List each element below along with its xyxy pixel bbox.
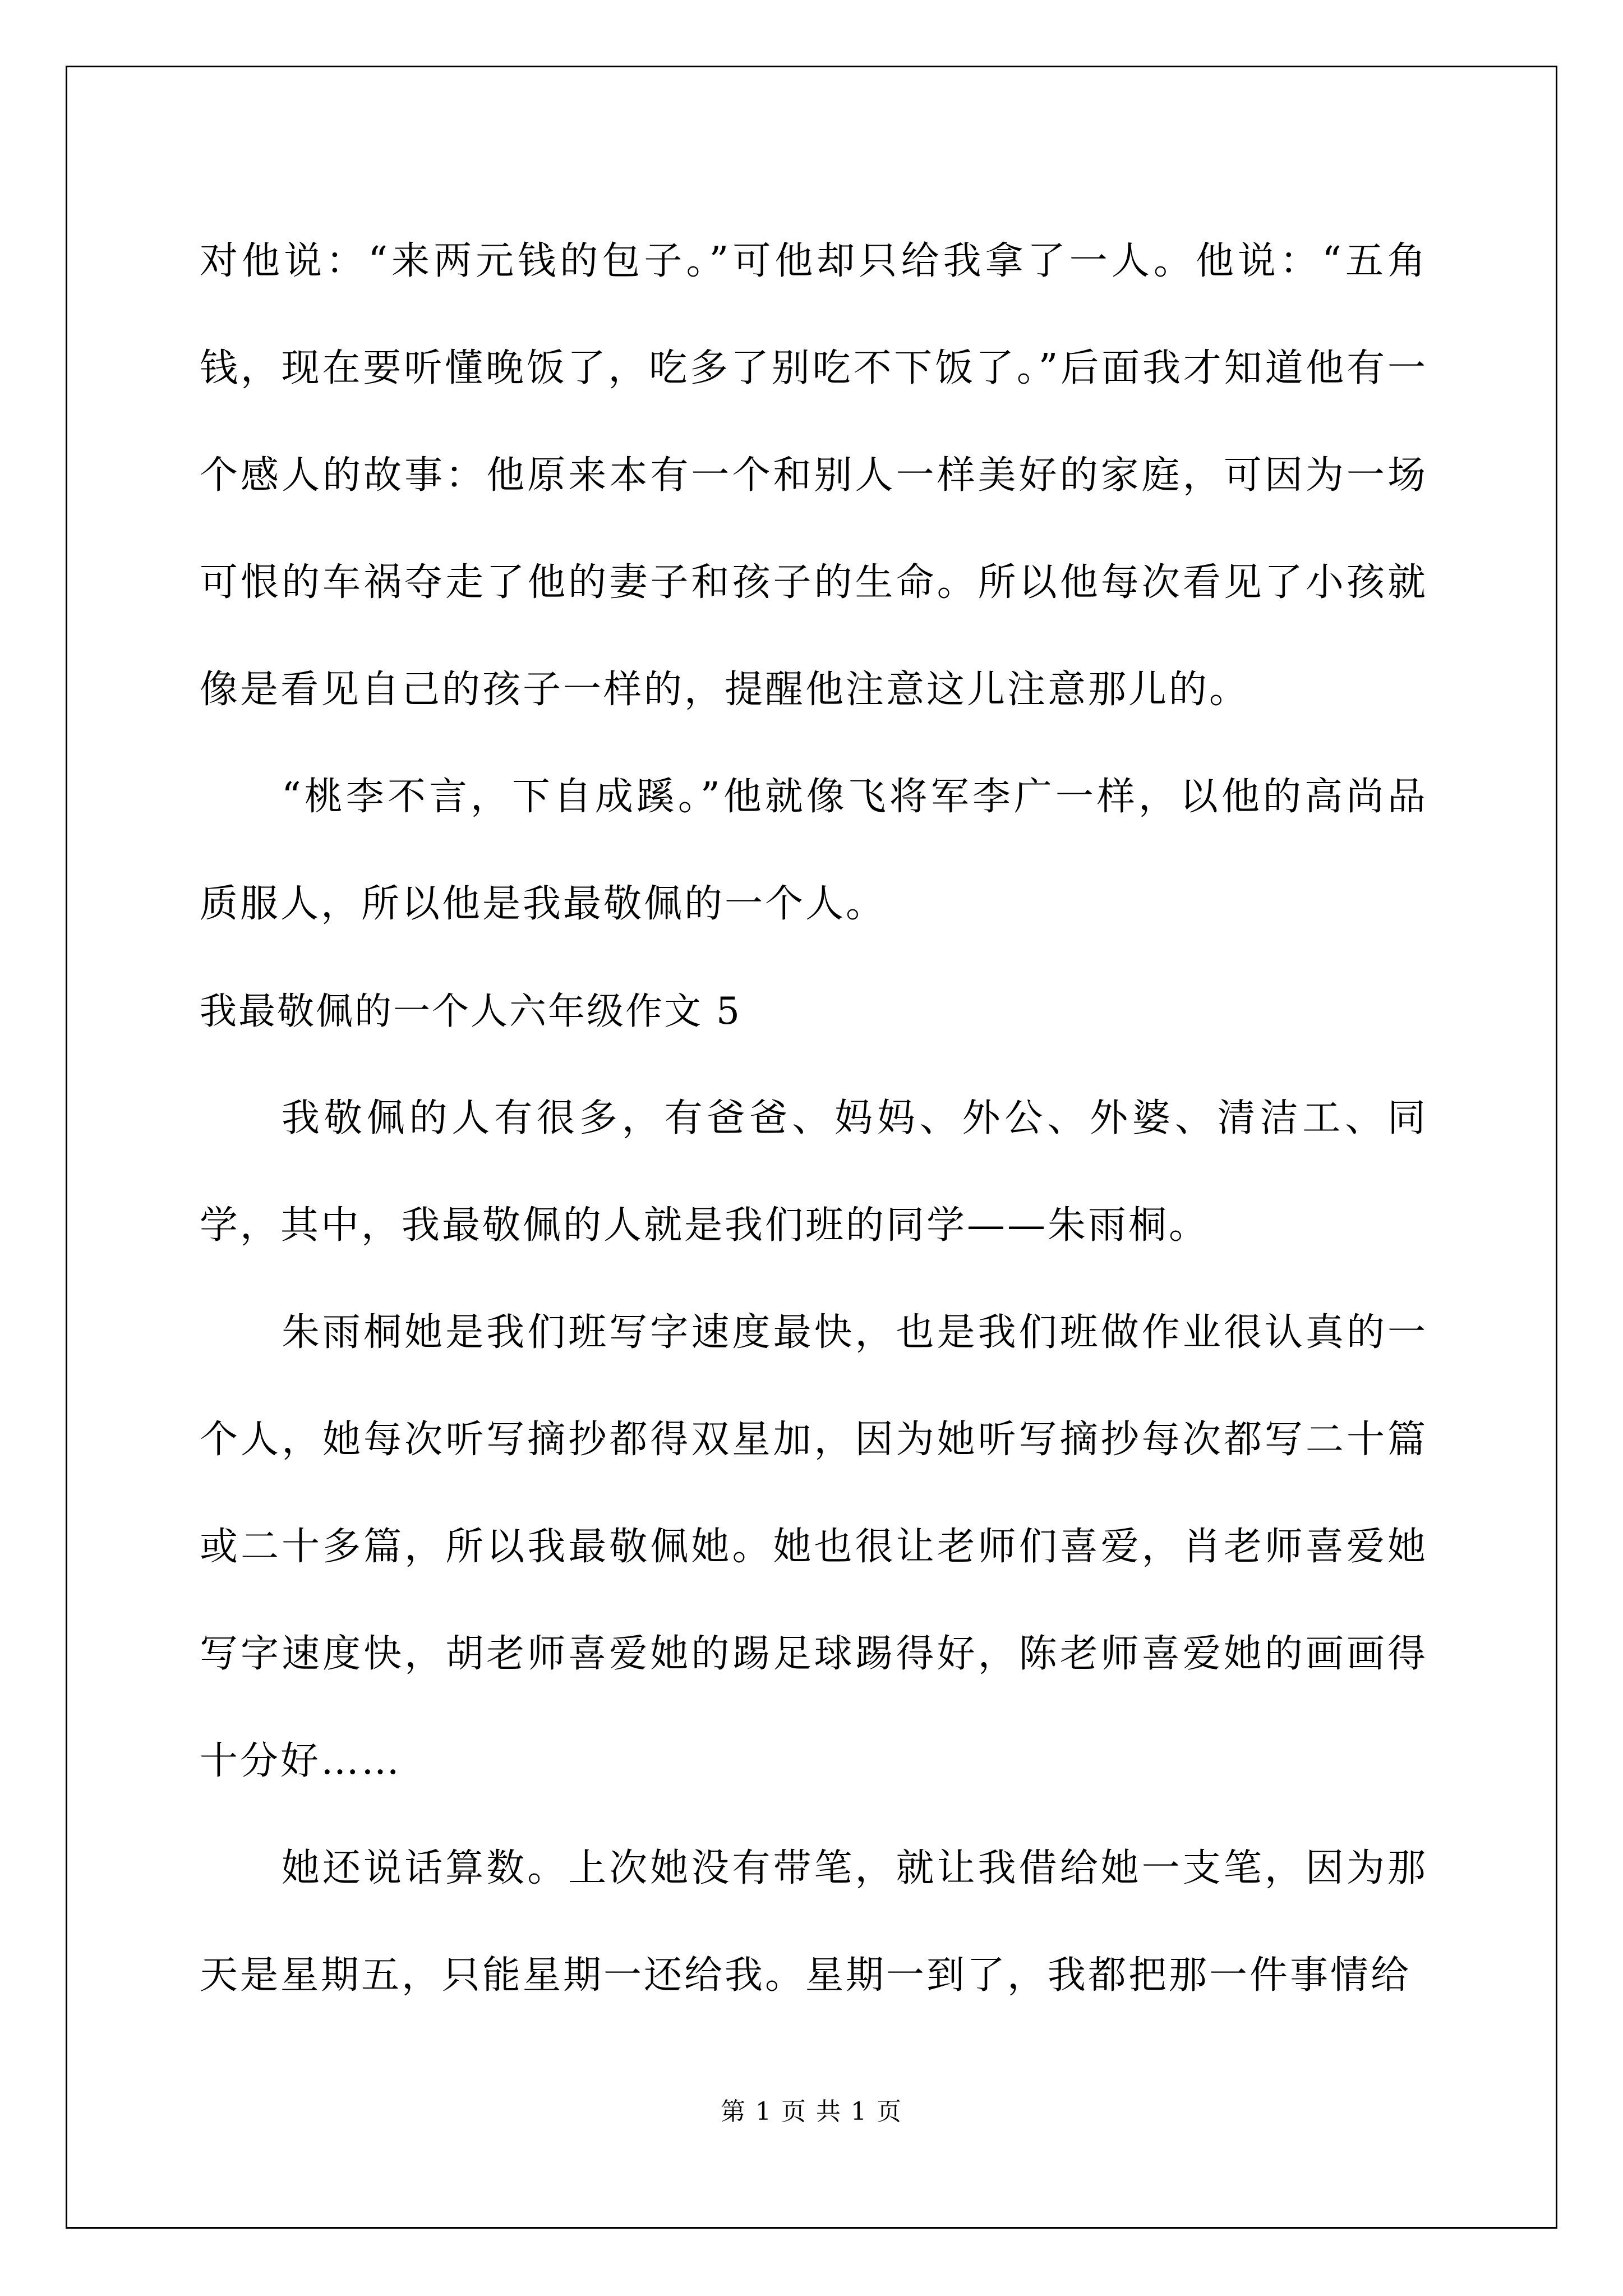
- paragraph-2: “桃李不言，下自成蹊。”他就像飞将军李广一样，以他的高尚品质服人，所以他是我最敬佩的一个人。: [200, 775, 1428, 926]
- section-heading: 我最敬佩的一个人六年级作文 5: [200, 990, 741, 1033]
- paragraph-5: 她还说话算数。上次她没有带笔，就让我借给她一支笔，因为那天是星期五，只能星期一还给我。星期一到了，我都把那一件事情给: [200, 1846, 1428, 1998]
- page-footer: 第 1 页 共 1 页: [721, 2097, 902, 2126]
- document-body: [200, 208, 1428, 2029]
- paragraph-3: 我敬佩的人有很多，有爸爸、妈妈、外公、外婆、清洁工、同学，其中，我最敬佩的人就是我们班的同学——朱雨桐。: [200, 1096, 1428, 1248]
- paragraph-4: 朱雨桐她是我们班写字速度最快，也是我们班做作业很认真的一个人，她每次听写摘抄都得双星加，因为她听写摘抄每次都写二十篇或二十多篇，所以我最敬佩她。她也很让老师们喜爱，肖老师喜爱她写字速度快，胡老师喜爱她的踢足球踢得好，陈老师喜爱她的画画得十分好……: [200, 1310, 1428, 1783]
- paragraph-1: 对他说：“来两元钱的包子。”可他却只给我拿了一人。他说：“五角钱，现在要听懂晚饭了，吃多了别吃不下饭了。”后面我才知道他有一个感人的故事：他原来本有一个和别人一样美好的家庭，可因为一场可恨的车祸夺走了他的妻子和孩子的生命。所以他每次看见了小孩就像是看见自己的孩子一样的，提醒他注意这儿注意那儿的。: [200, 239, 1428, 712]
